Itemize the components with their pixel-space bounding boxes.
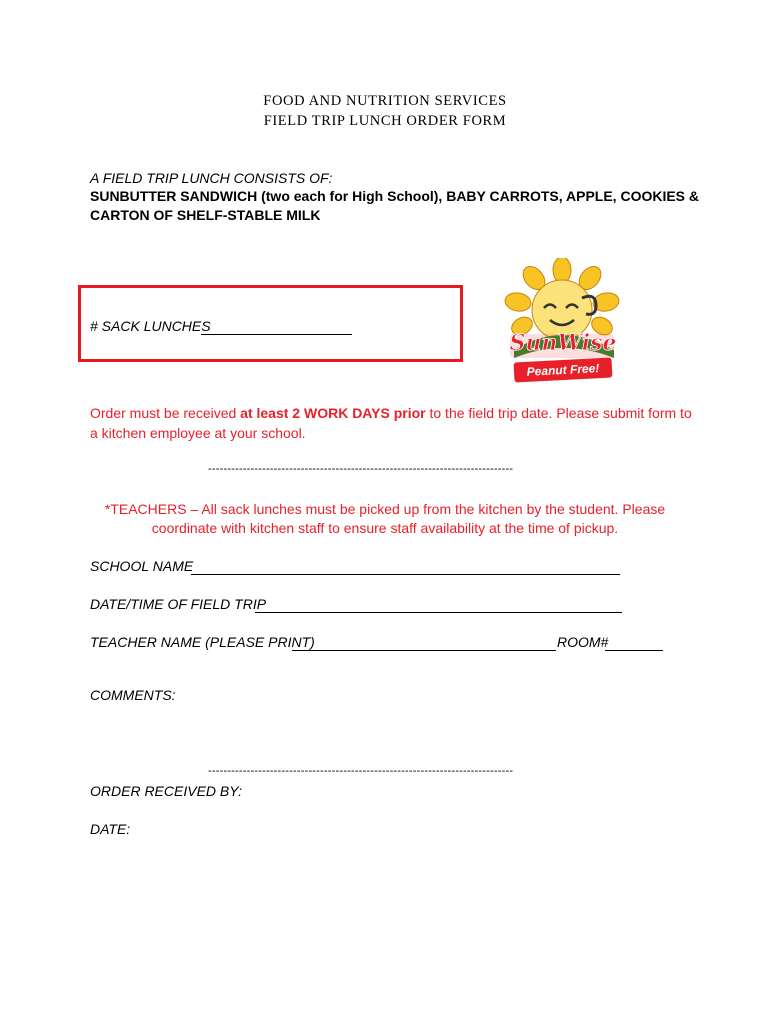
sack-lunches-input[interactable] xyxy=(201,318,352,335)
order-notice-line2: a kitchen employee at your school. xyxy=(90,425,306,441)
room-label: ROOM# xyxy=(557,634,609,650)
lunch-items-line2: CARTON OF SHELF-STABLE MILK xyxy=(90,207,321,223)
date-label: DATE: xyxy=(90,821,131,837)
form-title-department: FOOD AND NUTRITION SERVICES xyxy=(263,93,507,109)
order-notice-pre: Order must be received xyxy=(90,405,241,421)
date-time-input[interactable] xyxy=(255,596,622,613)
order-notice-bold: at least 2 WORK DAYS prior xyxy=(240,405,426,421)
peanut-free-ribbon: Peanut Free! xyxy=(514,357,613,382)
sunwise-brand: SunWise xyxy=(509,330,617,356)
lunch-intro: A FIELD TRIP LUNCH CONSISTS OF: xyxy=(90,170,333,186)
school-name-input[interactable] xyxy=(191,558,620,575)
teacher-name-label: TEACHER NAME (PLEASE PRINT) xyxy=(90,634,315,650)
lunch-items-line1: SUNBUTTER SANDWICH (two each for High School), BABY CARROTS, APPLE, COOKIES & xyxy=(90,188,700,204)
teachers-notice-line2: coordinate with kitchen staff to ensure staff availability at the time of pickup. xyxy=(151,520,619,536)
order-notice-post: to the field trip date. Please submit form to xyxy=(425,405,692,421)
comments-label: COMMENTS: xyxy=(90,687,176,703)
room-input[interactable] xyxy=(605,634,663,651)
separator-bottom: ------------------------------------------------------------------------------- xyxy=(208,765,514,777)
comments-input[interactable] xyxy=(90,706,680,758)
school-name-label: SCHOOL NAME xyxy=(90,558,194,574)
form-title: FIELD TRIP LUNCH ORDER FORM xyxy=(263,113,507,129)
order-notice xyxy=(90,405,692,421)
sunwise-logo xyxy=(500,258,625,388)
sack-lunches-label: # SACK LUNCHES xyxy=(90,318,211,334)
separator-top: ------------------------------------------------------------------------------- xyxy=(208,463,514,475)
teacher-name-input[interactable] xyxy=(292,634,556,651)
order-received-label: ORDER RECEIVED BY: xyxy=(90,783,242,799)
teachers-notice-line1: *TEACHERS – All sack lunches must be picked up from the kitchen by the student. Please xyxy=(104,501,666,517)
date-time-label: DATE/TIME OF FIELD TRIP xyxy=(90,596,267,612)
